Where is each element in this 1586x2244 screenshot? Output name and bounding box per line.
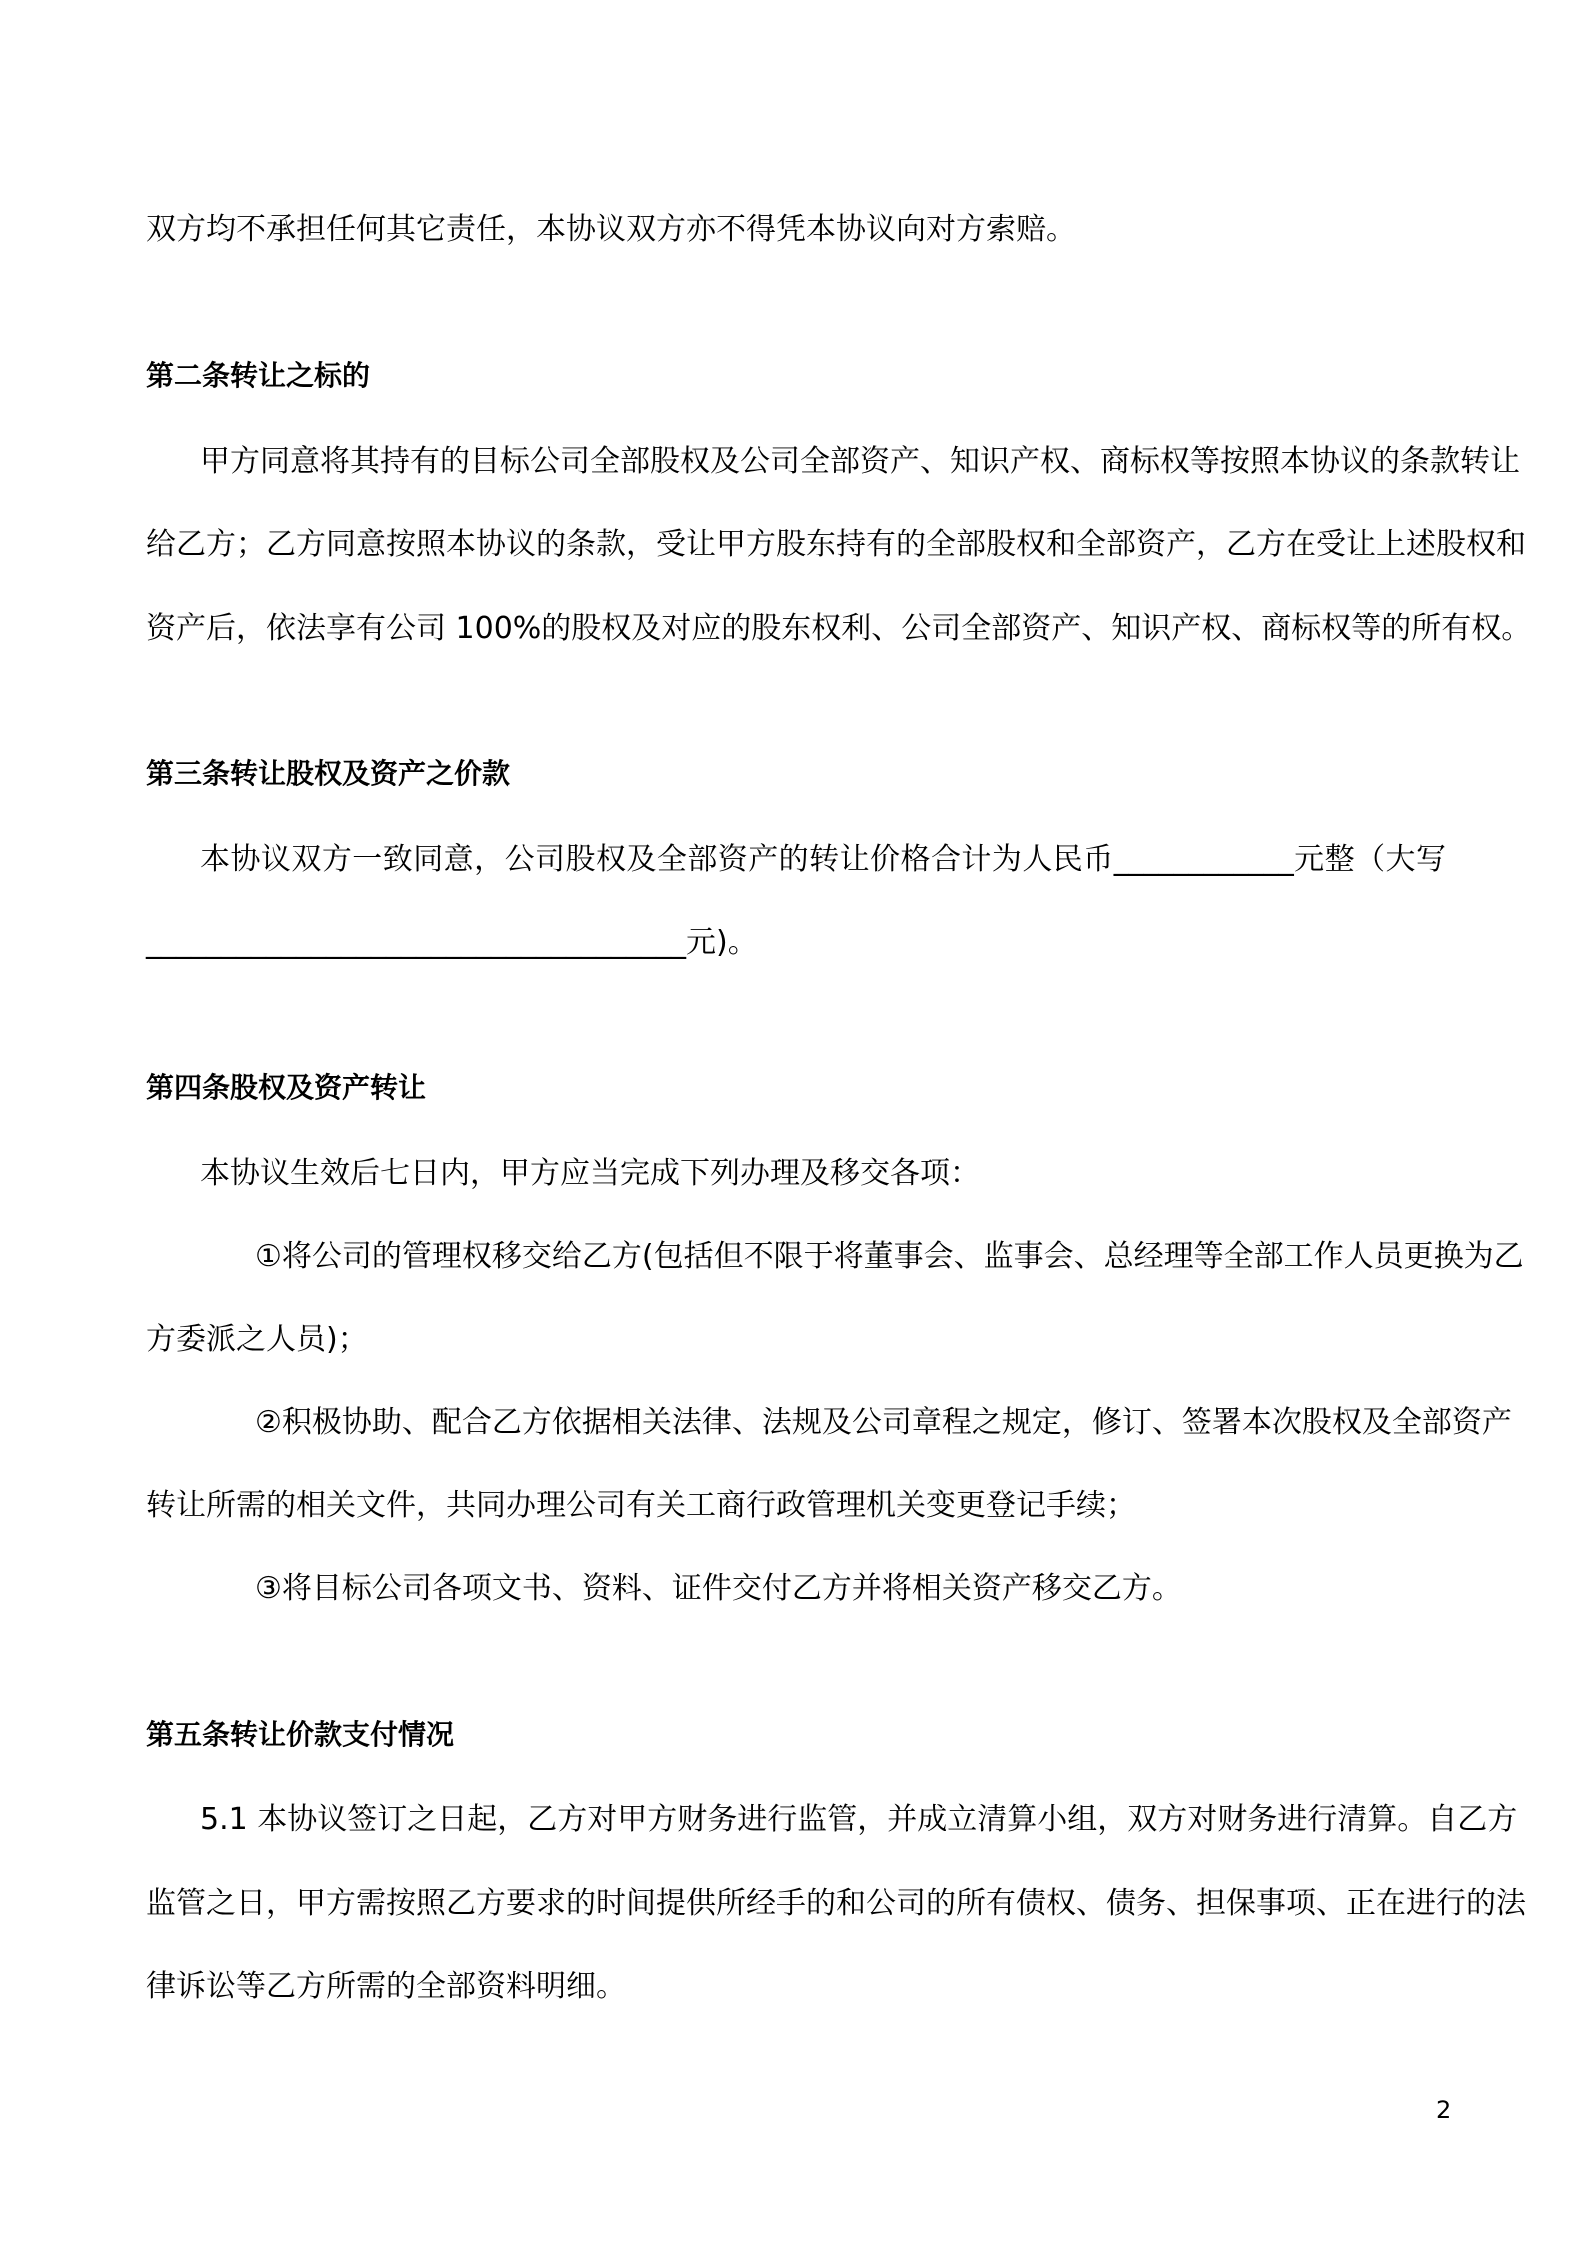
article-4-item-1-line-2: 方委派之人员)；: [146, 1322, 368, 1357]
intro-line-1: 双方均不承担任何其它责任，本协议双方亦不得凭本协议向对方索赔。: [146, 212, 1076, 247]
page-number: 2: [1436, 2096, 1452, 2124]
article-4-item-3-line-1: ③将目标公司各项文书、资料、证件交付乙方并将相关资产移交乙方。: [255, 1571, 1182, 1606]
article-3-title: 第三条转让股权及资产之价款: [146, 757, 511, 790]
article-4-title: 第四条股权及资产转让: [146, 1071, 427, 1104]
article-5-line-1: 5.1 本协议签订之日起，乙方对甲方财务进行监管，并成立清算小组，双方对财务进行清算。自乙方: [200, 1802, 1518, 1837]
article-3-line-2: ____________________________________元)。: [146, 925, 758, 960]
article-3-line-1: 本协议双方一致同意，公司股权及全部资产的转让价格合计为人民币____________元整（大写: [200, 842, 1446, 877]
article-5-title: 第五条转让价款支付情况: [146, 1718, 455, 1751]
article-5-line-2: 监管之日，甲方需按照乙方要求的时间提供所经手的和公司的所有债权、债务、担保事项、正在进行的法: [146, 1886, 1526, 1921]
article-5-line-3: 律诉讼等乙方所需的全部资料明细。: [146, 1969, 626, 2004]
article-2-line-2: 给乙方；乙方同意按照本协议的条款，受让甲方股东持有的全部股权和全部资产，乙方在受让上述股权和: [146, 527, 1526, 562]
article-4-item-2-line-1: ②积极协助、配合乙方依据相关法律、法规及公司章程之规定，修订、签署本次股权及全部资产: [255, 1405, 1512, 1440]
article-4-item-2-line-2: 转让所需的相关文件，共同办理公司有关工商行政管理机关变更登记手续；: [146, 1488, 1136, 1523]
article-2-line-1: 甲方同意将其持有的目标公司全部股权及公司全部资产、知识产权、商标权等按照本协议的条款转让: [200, 444, 1520, 479]
article-2-title: 第二条转让之标的: [146, 359, 371, 392]
article-4-item-1-line-1: ①将公司的管理权移交给乙方(包括但不限于将董事会、监事会、总经理等全部工作人员更换为乙: [255, 1239, 1524, 1274]
article-4-line-1: 本协议生效后七日内，甲方应当完成下列办理及移交各项：: [200, 1156, 980, 1191]
article-2-line-3: 资产后，依法享有公司 100%的股权及对应的股东权利、公司全部资产、知识产权、商标权等的所有权。: [146, 611, 1532, 646]
